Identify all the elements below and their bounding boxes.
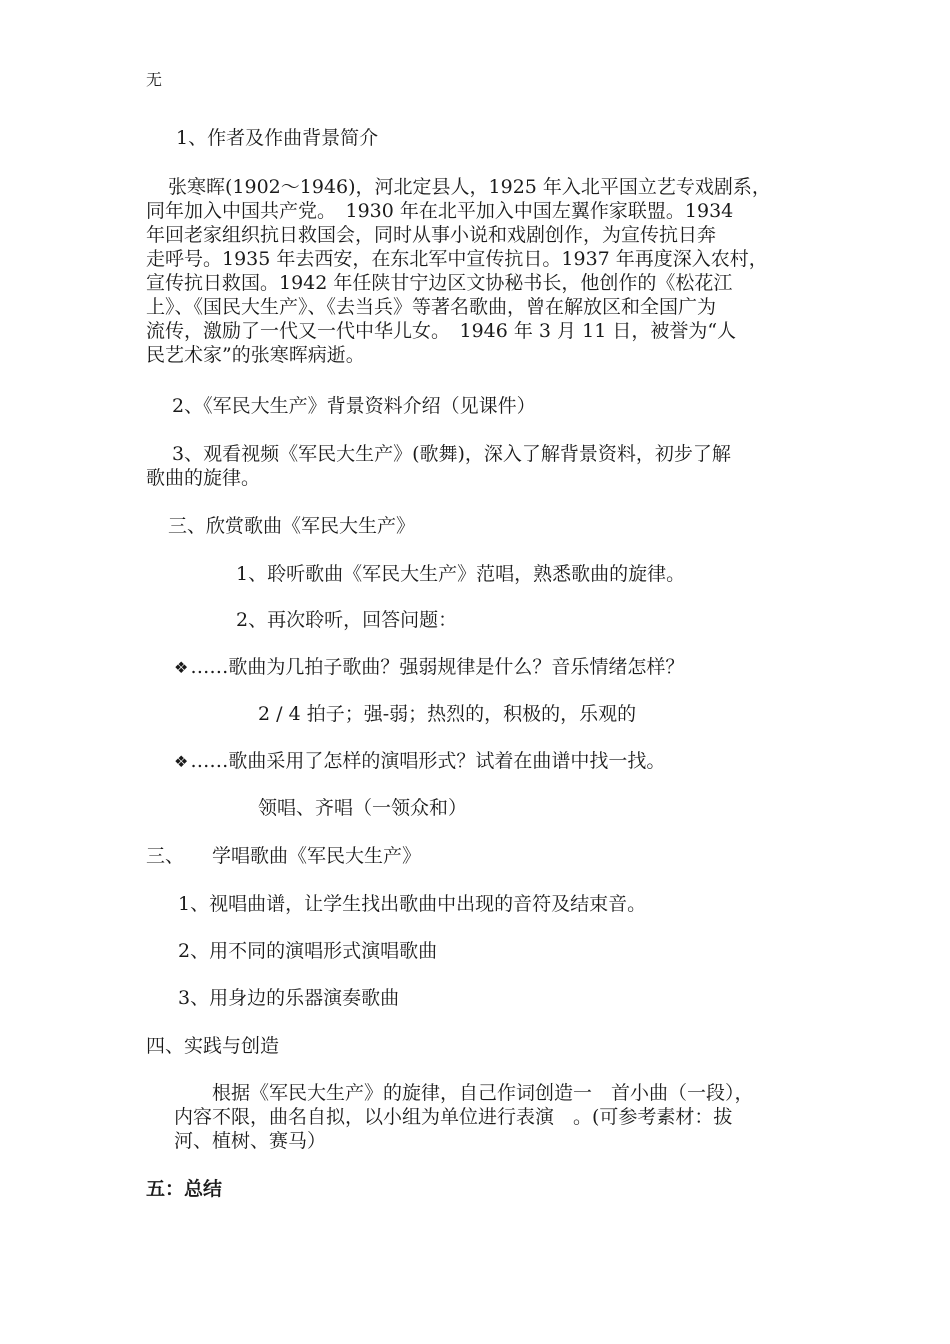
learn-step-3: 3、用身边的乐器演奏歌曲 — [178, 987, 400, 1009]
question-2 — [174, 750, 665, 773]
summary-title: 五：总结 — [146, 1178, 223, 1200]
practice-paragraph — [174, 1081, 754, 1153]
bio-line-6: 上》、《国民大生产》、《去当兵》等著名歌曲，曾在解放区和全国广为 — [146, 296, 717, 318]
author-bio-paragraph — [146, 175, 771, 367]
bio-line-2: 同年加入中国共产党。 1930 年在北平加入中国左翼作家联盟。1934 — [146, 200, 734, 222]
bio-line-4: 走呼号。1935 年去西安，在东北军中宣传抗日。1937 年再度深入农村， — [146, 248, 768, 270]
listen-step-2: 2、再次聆听，回答问题： — [236, 609, 458, 631]
answer-2: 领唱、齐唱（一领众和） — [258, 797, 468, 819]
question-1 — [174, 656, 684, 679]
learn-section-title: 学唱歌曲《军民大生产》 — [212, 845, 422, 867]
question-1-text: ……歌曲为几拍子歌曲？强弱规律是什么？音乐情绪怎样？ — [190, 656, 685, 678]
listen-step-1: 1、聆听歌曲《军民大生产》范唱，熟悉歌曲的旋律。 — [236, 563, 686, 585]
learn-section-number: 三、 — [146, 845, 185, 867]
practice-line-1: 根据《军民大生产》的旋律，自己作词创造一 首小曲（一段）， — [212, 1082, 754, 1104]
section-author-title: 1、作者及作曲背景简介 — [176, 127, 379, 149]
question-2-text: ……歌曲采用了怎样的演唱形式？试着在曲谱中找一找。 — [190, 750, 666, 772]
practice-line-3: 河、植树、赛马） — [174, 1130, 327, 1152]
practice-title: 四、实践与创造 — [146, 1035, 280, 1057]
header-mark: 无 — [146, 70, 163, 89]
bio-line-8: 民艺术家”的张寒晖病逝。 — [146, 344, 365, 366]
appreciate-title: 三、欣赏歌曲《军民大生产》 — [168, 515, 416, 537]
video-line-2: 歌曲的旋律。 — [146, 467, 261, 489]
bio-line-1: 张寒晖(1902～1946)，河北定县人，1925 年入北平国立艺专戏剧系， — [168, 176, 771, 198]
learn-step-1: 1、视唱曲谱，让学生找出歌曲中出现的音符及结束音。 — [178, 893, 647, 915]
video-line-1: 3、观看视频《军民大生产》(歌舞)，深入了解背景资料，初步了解 — [172, 443, 731, 465]
diamond-bullet-icon: ❖ — [174, 658, 189, 677]
diamond-bullet-icon: ❖ — [174, 752, 189, 771]
bio-line-3: 年回老家组织抗日救国会，同时从事小说和戏剧创作，为宣传抗日奔 — [146, 224, 717, 246]
learn-step-2: 2、用不同的演唱形式演唱歌曲 — [178, 940, 438, 962]
bio-line-7: 流传，激励了一代又一代中华儿女。 1946 年 3 月 11 日，被誉为“人 — [146, 320, 737, 342]
video-paragraph — [146, 442, 731, 490]
section-background-title: 2、《军民大生产》背景资料介绍（见课件） — [172, 395, 536, 417]
answer-1: 2 / 4 拍子；强-弱；热烈的，积极的，乐观的 — [258, 703, 637, 725]
practice-line-2: 内容不限，曲名自拟，以小组为单位进行表演 。(可参考素材：拔 — [174, 1106, 733, 1128]
bio-line-5: 宣传抗日救国。1942 年任陕甘宁边区文协秘书长，他创作的《松花江 — [146, 272, 733, 294]
